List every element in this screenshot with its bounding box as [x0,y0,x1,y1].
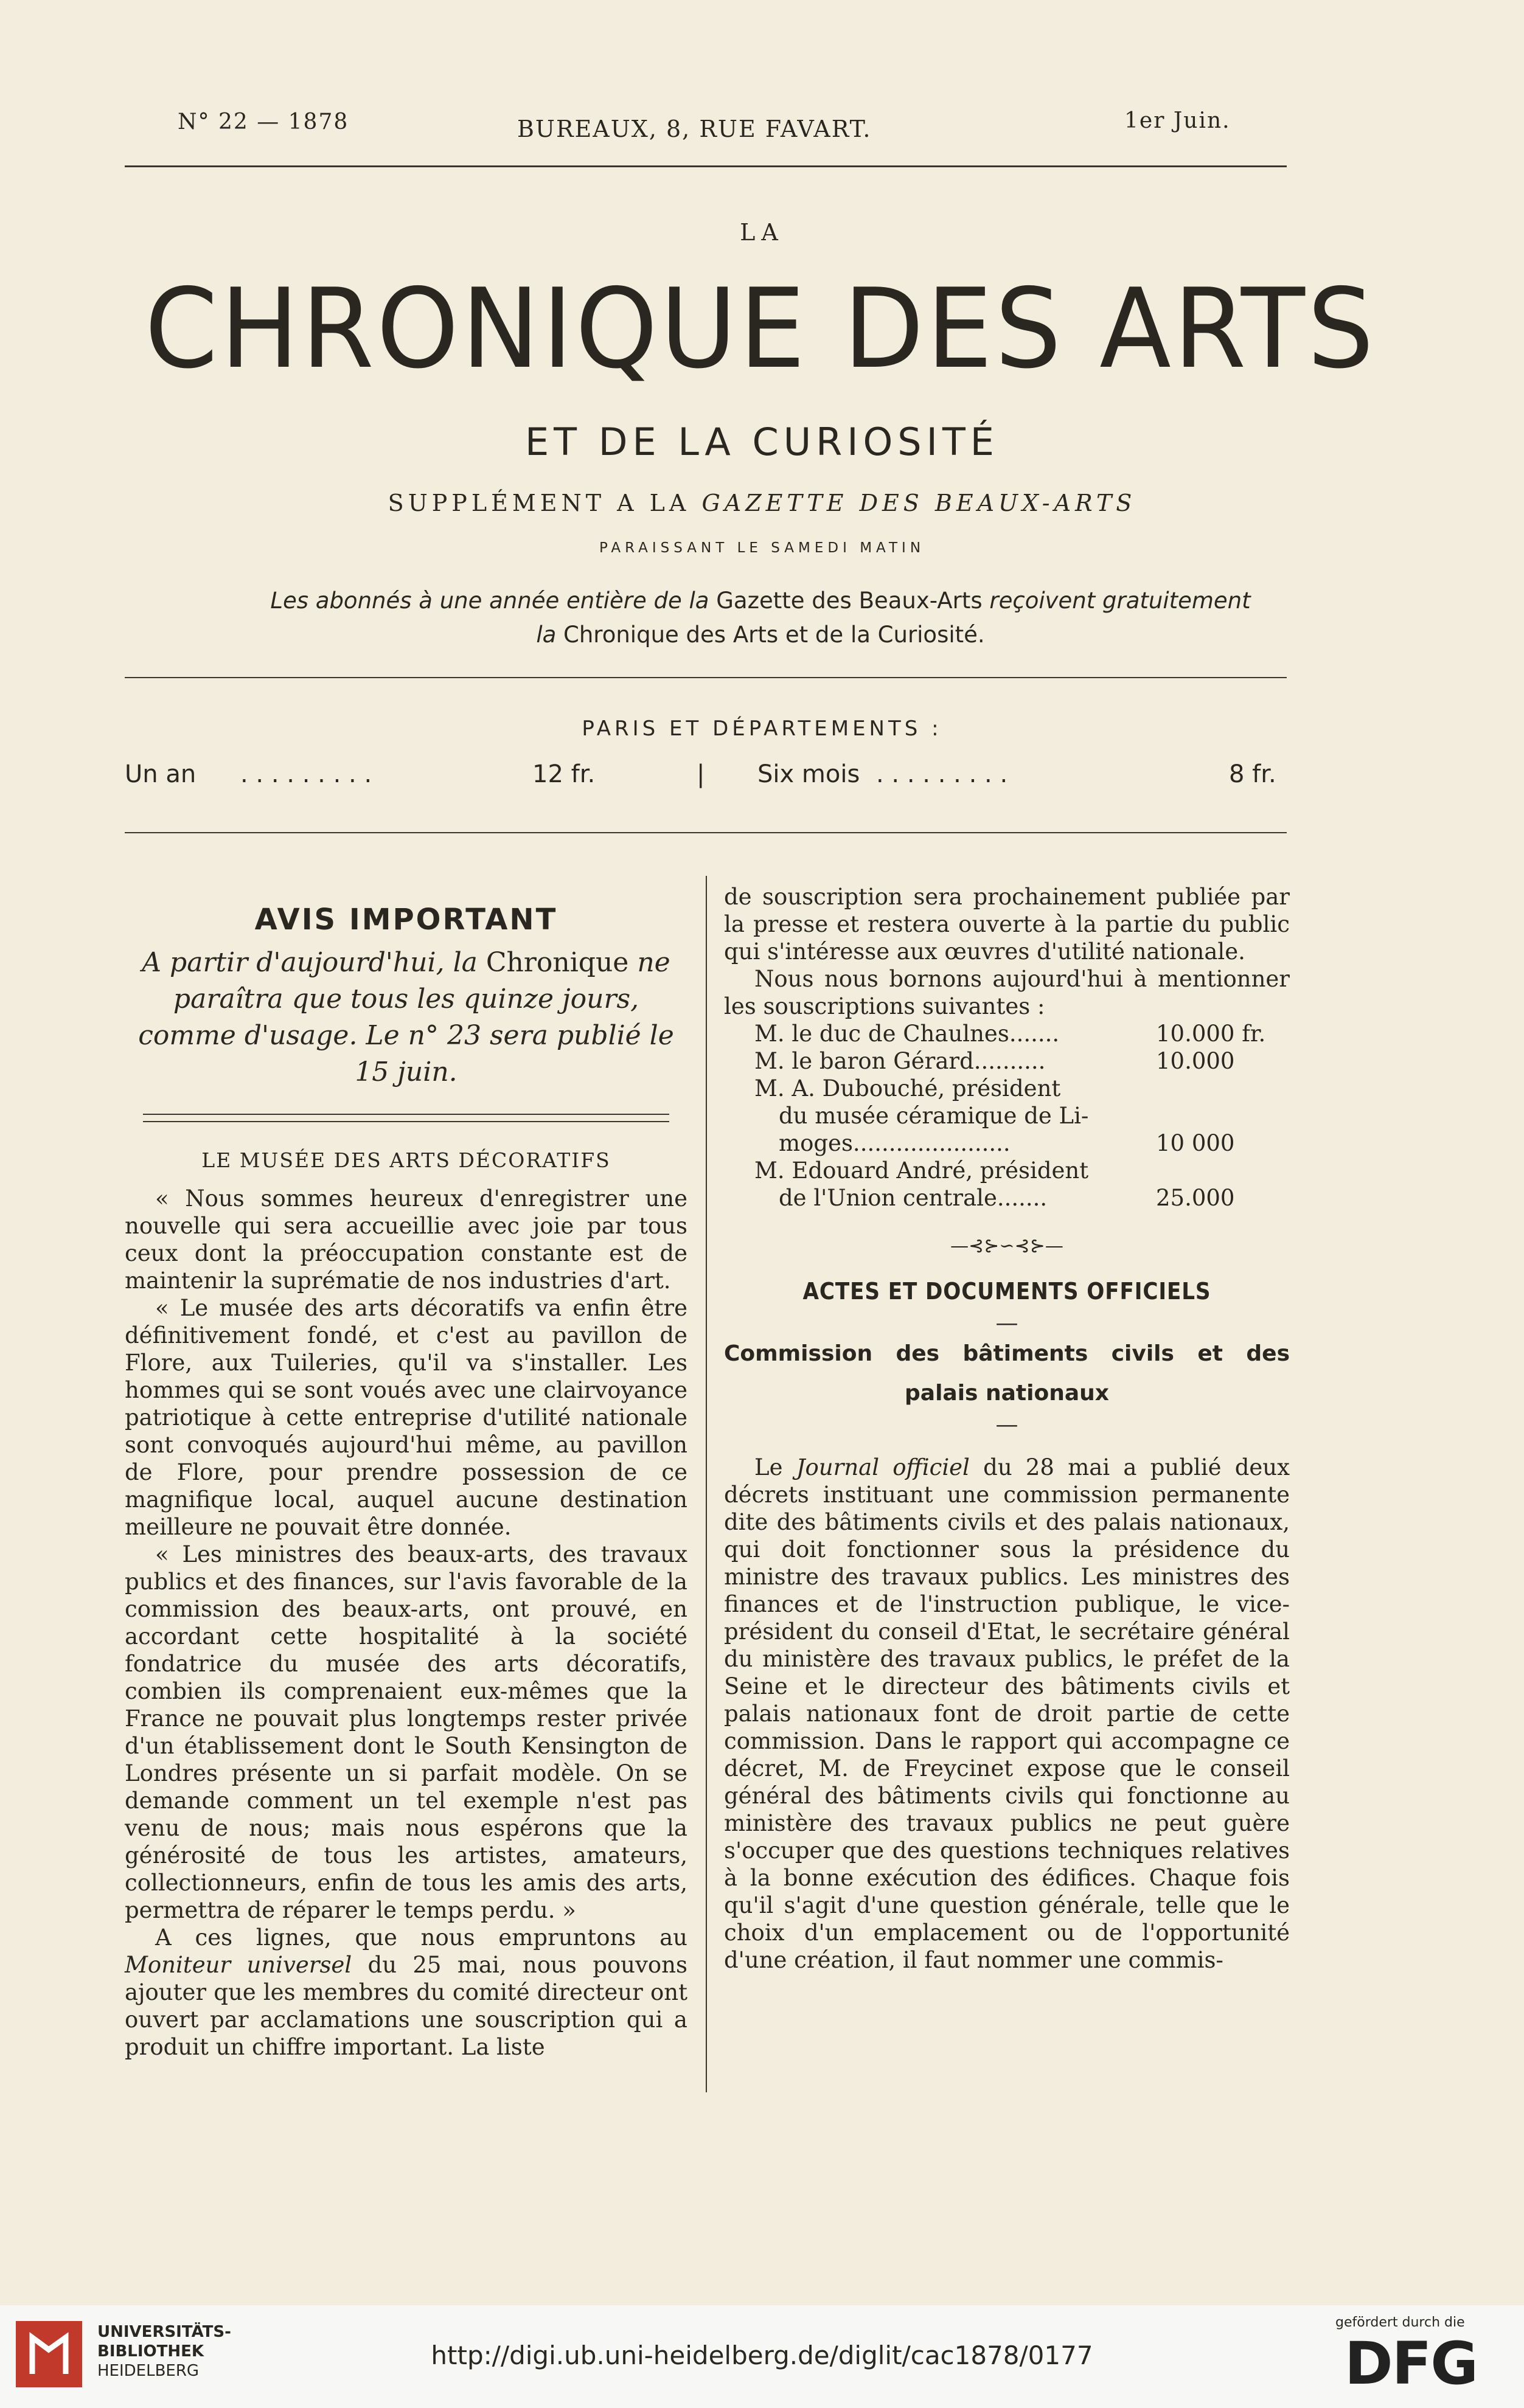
avis-text [125,945,687,1091]
subscription-list [724,1020,1290,1212]
musee-paragraph-4 [125,1924,687,2061]
avis-title: AVIS IMPORTANT [254,903,558,937]
musee-paragraph-2: « Le musée des arts décoratifs va enfin être définitivement fondé, et c'est au pavillon de Flore, aux Tuileries, qu'il va s'installer. Les hommes qui se sont voués avec une clairvoyance patriotique à cette entreprise d'utilité nationale sont convoqués aujourd'hui même, au pavillon de Flore, pour prendre possession de ce magnifique local, auquel aucune destination meilleure ne pouvait être donnée. [125,1295,687,1540]
issue-number: N° 22 — 1878 [178,109,349,134]
pricing-rule [125,832,1287,833]
office-address: BUREAUX, 8, RUE FAVART. [517,116,872,142]
subscription-row [754,1102,1290,1129]
musee-paragraph-1: « Nous sommes heureux d'enregistrer une nouvelle qui sera accueillie avec joie par tous ceux dont la préoccupation constante est de maintenir la suprématie de nos industries d'art. [125,1185,687,1294]
left-column [125,900,687,2061]
header-rule [125,165,1287,167]
abonnes-text-a: Les abonnés à une année entière de la [270,588,709,614]
p4-moniteur: Moniteur universel [125,1952,352,1978]
price-year-dots: . . . . . . . . . [240,760,372,788]
subscription-amount: 10.000 fr. [1156,1021,1266,1047]
subscription-amount: 10 000 [1156,1130,1235,1156]
masthead-rule [125,677,1287,678]
price-six-value: 8 fr. [1229,760,1276,788]
avis-text-chronique: Chronique [485,947,629,978]
p4-text-c: du 25 mai, nous pouvons ajouter que les membres du comité directeur ont ouvert par acclamations une souscription qui a produit un chiffre important. La liste [125,1952,687,2060]
masthead-subtitle: ET DE LA CURIOSITÉ [525,420,999,464]
price-separator: | [697,760,705,788]
subscription-amount [1156,1075,1290,1102]
musee-paragraph-3: « Les ministres des beaux-arts, des travaux publics et des finances, sur l'avis favorable de la commission des beaux-arts, ont prouvé, en accordant cette hospitalité à la société fondatrice du musée des arts décoratifs, combien ils comprenaient eux-mêmes que la France ne pouvait plus longtemps rester privée d'un établissement dont le South Kensington de Londres présente un si parfait modèle. On se demande comment un tel exemple n'est pas venu de nous; mais nous espérons que la générosité de tous les artistes, amateurs, collectionneurs, enfin de tous les amis des arts, permettra de réparer le temps perdu. » [125,1541,687,1923]
footer-bar [0,2305,1524,2408]
souscription-paragraph-1: de souscription sera prochainement publiée par la presse et restera ouverte à la partie du public qui s'intéresse aux œuvres d'utilité nationale. [724,884,1290,965]
funded-by: gefördert durch die [1335,2315,1465,2330]
subscriber-name: M. Edouard André, président [754,1157,1089,1184]
dash-separator-2: — [995,1411,1018,1437]
p3-journal-officiel: Journal officiel [796,1454,970,1480]
subscriber-name: du musée céramique de Li- [779,1103,1089,1129]
subscription-amount: 10.000 [1156,1048,1235,1074]
subscriber-name: M. le duc de Chaulnes....... [754,1021,1060,1047]
subscription-row [754,1157,1290,1184]
supplement-gazette: GAZETTE DES BEAUX-ARTS [701,490,1136,516]
p3-text-c: du 28 mai a publié deux décrets instituant une commission permanente dite des bâtiments civils et des palais nationaux, qui doit fonctionner sous la présidence du ministre des travaux publics. Les ministres des finances et de l'instruction publique, le vice-président du conseil d'Etat, le secrétaire général du ministère des travaux publics, le préfet de la Seine et le directeur des bâtiments civils et palais nationaux font de droit partie de cette commission. Dans le rapport qui accompagne ce décret, M. de Freycinet expose que le conseil général des bâtiments civils qui fonctionne au ministère des travaux publics ne peut guère s'occuper que des questions techniques relatives à la bonne exécution des édifices. Chaque fois qu'il s'agit d'une question générale, telle que le choix d'un emplacement ou de l'opportunité d'une création, il faut nommer une commis- [724,1454,1290,1973]
price-year-label: Un an [125,760,197,788]
subscriber-name: M. le baron Gérard.......... [754,1048,1046,1074]
souscription-paragraph-2: Nous nous bornons aujourd'hui à mentionner les souscriptions suivantes : [724,966,1290,1019]
masthead-supplement [0,490,1524,516]
price-six-dots: . . . . . . . . . [876,760,1008,788]
masthead-title: CHRONIQUE DES ARTS [144,264,1377,393]
dfg-logo: DFG [1345,2330,1478,2398]
avis-text-a: A partir d'aujourd'hui, la [142,947,486,978]
subscription-row [754,1047,1290,1075]
subscriber-name: de l'Union centrale....... [779,1185,1048,1211]
subscription-amount: 25.000 [1156,1185,1235,1211]
p3-text-a: Le [754,1454,796,1480]
library-name-line-3: HEIDELBERG [97,2362,200,2380]
avis-rule-2 [143,1121,669,1122]
subscription-amount [1156,1102,1290,1129]
library-name-line-1: UNIVERSITÄTS- [97,2323,231,2341]
library-name-line-2: BIBLIOTHEK [97,2342,204,2361]
subscription-row [754,1020,1290,1047]
footer-url[interactable]: http://digi.ub.uni-heidelberg.de/diglit/cac1878/0177 [431,2340,1093,2370]
abonnes-text-c: reçoivent gratuitement [989,588,1251,614]
column-divider [706,876,707,2092]
abonnes-text-b: Gazette des Beaux-Arts [709,588,990,614]
price-six-label: Six mois [757,760,860,788]
masthead-la: LA [740,219,784,246]
issue-date: 1er Juin. [1124,108,1231,133]
masthead-abonnes [183,584,1338,652]
avis-rule-1 [143,1114,669,1115]
subscriber-name: moges...................... [779,1130,1011,1156]
actes-title: ACTES ET DOCUMENTS OFFICIELS [802,1278,1211,1305]
abonnes-text-e: Chronique des Arts et de la Curiosité. [556,622,985,648]
supplement-prefix: SUPPLÉMENT A LA [388,490,702,516]
subscription-row [754,1075,1290,1102]
musee-title: LE MUSÉE DES ARTS DÉCORATIFS [201,1148,611,1172]
pricing-heading: PARIS ET DÉPARTEMENTS : [582,717,942,741]
pricing-row [125,760,1287,788]
commission-title-line-1: Commission des bâtiments civils et des [724,1341,1290,1366]
subscription-row [754,1129,1290,1157]
abonnes-text-d: la [536,622,557,648]
dash-separator-1: — [995,1310,1018,1336]
avis-text-b: ne paraîtra que tous les quinze jours, comme d'usage. Le n° 23 sera publié le 15 juin. [138,947,674,1088]
right-column [724,883,1290,1974]
price-year-value: 12 fr. [532,760,596,788]
p4-text-a: A ces lignes, que nous empruntons au [155,1924,687,1951]
commission-paragraph [724,1454,1290,1974]
subscription-amount [1156,1157,1290,1184]
subscriber-name: M. A. Dubouché, président [754,1075,1061,1102]
masthead-parution: PARAISSANT LE SAMEDI MATIN [599,540,925,556]
ornament-divider: —⊰⊱∽⊰⊱— [950,1235,1063,1257]
subscription-row [754,1184,1290,1212]
commission-title-line-2: palais nationaux [905,1381,1109,1406]
